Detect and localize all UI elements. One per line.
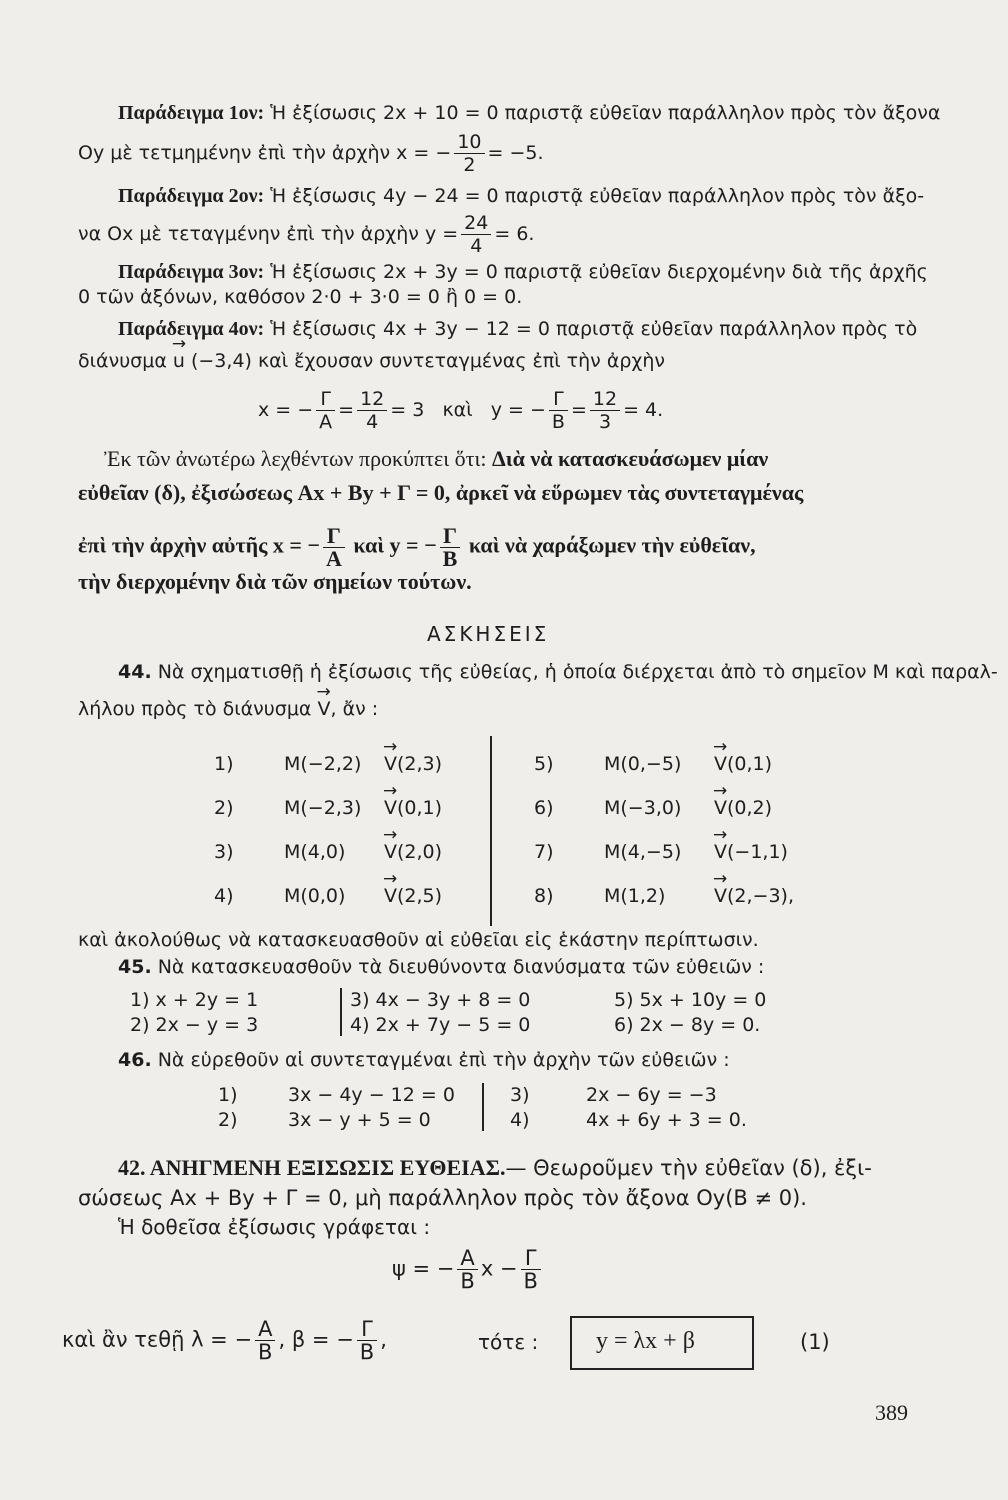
text: (0,2): [727, 797, 773, 819]
text: καὶ y = −: [353, 532, 437, 558]
exercise-44-item-8-point: M(1,2): [604, 885, 666, 907]
example-4-line-2: [78, 349, 665, 373]
exercise-44-item-3-vector: [384, 840, 442, 864]
example-2-result: = 6.: [494, 223, 535, 245]
frac-den: 2: [463, 154, 476, 176]
text: =: [338, 399, 355, 421]
vector-v: → V: [318, 697, 331, 721]
frac-den: 4: [366, 411, 379, 433]
text: =: [570, 399, 587, 421]
example-1-result: = −5.: [487, 142, 544, 164]
text: (−1,1): [727, 841, 788, 863]
exercise-46-item-4: 4x + 6y + 3 = 0.: [586, 1109, 747, 1131]
column-divider: [340, 988, 342, 1036]
example-1-text-2: Oy μὲ τετμημένην ἐπὶ τὴν ἀρχὴν x = −: [78, 142, 452, 164]
text: Νὰ κατασκευασθοῦν τὰ διευθύνοντα διανύσματα τῶν εὐθειῶν :: [151, 956, 765, 978]
text: Διὰ νὰ κατασκευάσωμεν μίαν: [492, 446, 769, 471]
text: (2,5): [397, 885, 443, 907]
frac-num: Γ: [323, 525, 345, 548]
exercise-46-item-3-number: 3): [510, 1084, 530, 1106]
frac-num: 24: [461, 212, 491, 235]
frac-den: Α: [325, 546, 342, 571]
fraction-gamma-over-b: [521, 1247, 541, 1292]
exercise-44-tail: καὶ ἀκολούθως νὰ κατασκευασθοῦν αἱ εὐθεῖαι εἰς ἑκάστην περίπτωσιν.: [78, 929, 759, 951]
exercise-44-item-6-point: M(−3,0): [604, 797, 682, 819]
example-1-label: Παράδειγμα 1ον:: [118, 102, 265, 124]
exercise-44-item-3-point: M(4,0): [284, 841, 346, 863]
exercises-heading: ΑΣΚΗΣΕΙΣ: [427, 622, 550, 646]
text: ἐπὶ τὴν ἀρχὴν αὐτῆς x = −: [78, 532, 320, 558]
text: καὶ ἂν τεθῇ λ = −: [62, 1327, 253, 1352]
text: — Θεωροῦμεν τὴν εὐθεῖαν (δ), ἐξι-: [505, 1156, 872, 1180]
vector-v: → V: [384, 884, 397, 908]
frac-den: Β: [523, 1269, 538, 1293]
exercise-44-item-7-vector: [714, 840, 788, 864]
vector-u: → u: [173, 349, 185, 373]
fraction-gamma-over-b: [357, 1318, 377, 1363]
exercise-44-item-2: [214, 796, 234, 820]
item-number: 8): [534, 885, 554, 907]
exercise-46-item-4-number: 4): [510, 1109, 530, 1131]
exercise-45-item-6: 6) 2x − 8y = 0.: [614, 1014, 761, 1036]
exercise-44-line-1: [118, 660, 998, 684]
vector-v: → V: [714, 796, 727, 820]
conclusion-line-3: [78, 525, 756, 570]
vector-v: → V: [714, 840, 727, 864]
section-42-line-1: [118, 1153, 872, 1183]
text: x = −: [258, 399, 314, 421]
exercise-number: 44.: [118, 661, 152, 683]
frac-num: 12: [590, 388, 620, 411]
exercise-44-item-1-point: M(−2,2): [284, 753, 362, 775]
fraction-a-over-b: [457, 1247, 477, 1292]
text: β = −: [291, 1327, 354, 1352]
boxed-equation-text: y = λx + β: [596, 1328, 695, 1354]
fraction-gamma-over-b: [440, 525, 461, 570]
frac-num: 12: [357, 388, 387, 411]
example-3-text: Ἡ ἐξίσωσις 2x + 3y = 0 παριστᾷ εὐθεῖαν διερχομένην διὰ τῆς ἀρχῆς: [264, 261, 928, 283]
page-number: 389: [875, 1400, 908, 1425]
exercise-45-item-3: 3) 4x − 3y + 8 = 0: [350, 989, 531, 1011]
equation-number: (1): [800, 1330, 830, 1354]
exercise-45-item-1: 1) x + 2y = 1: [130, 989, 259, 1011]
exercise-44-item-2-vector: [384, 796, 442, 820]
exercise-45-item-5: 5) 5x + 10y = 0: [614, 989, 767, 1011]
conclusion-line-2: εὐθεῖαν (δ), ἐξισώσεως Ax + By + Γ = 0, ἀρκεῖ νὰ εὕρωμεν τὰς συντεταγμένας: [78, 480, 804, 505]
frac-den: Β: [258, 1340, 273, 1364]
exercise-44-item-5: [534, 752, 554, 776]
frac-num: Γ: [440, 525, 461, 548]
column-divider: [482, 1083, 484, 1131]
conclusion-line-1: [104, 447, 768, 471]
frac-den: Β: [460, 1269, 475, 1293]
text: (2,−3),: [727, 885, 795, 907]
frac-den: 3: [598, 411, 612, 433]
frac-num: Α: [457, 1247, 477, 1270]
exercise-44-item-5-point: M(0,−5): [604, 753, 682, 775]
example-2-text-2: να Ox μὲ τεταγμένην ἐπὶ τὴν ἀρχὴν y =: [78, 223, 459, 245]
section-42-line-3: Ἡ δοθεῖσα ἐξίσωσις γράφεται :: [118, 1215, 431, 1239]
text: λήλου πρὸς τὸ διάνυσμα: [78, 698, 318, 720]
fraction-12-over-4: [357, 388, 387, 433]
text: (0,1): [727, 753, 773, 775]
exercise-45-item-4: 4) 2x + 7y − 5 = 0: [350, 1014, 531, 1036]
exercise-45-item-2: 2) 2x − y = 3: [130, 1014, 259, 1036]
vector-v: → V: [714, 752, 727, 776]
example-4-label: Παράδειγμα 4ον:: [118, 318, 265, 340]
frac-den: Β: [442, 546, 458, 571]
text: καὶ νὰ χαράξωμεν τὴν εὐθεῖαν,: [468, 532, 756, 558]
frac-den: 4: [470, 235, 483, 257]
item-number: 6): [534, 797, 554, 819]
exercise-44-item-4: [214, 884, 234, 908]
fraction-12-over-3: [590, 388, 620, 433]
exercise-44-item-8: [534, 884, 554, 908]
fraction-10-over-2: [454, 131, 484, 176]
exercise-44-item-6: [534, 796, 554, 820]
reduced-equation: [392, 1247, 544, 1292]
vector-v: → V: [384, 752, 397, 776]
example-2-line-1: [118, 184, 924, 208]
exercise-46-item-3: 2x − 6y = −3: [586, 1084, 717, 1106]
frac-den: Α: [319, 411, 333, 433]
exercise-44-item-1: [214, 752, 234, 776]
exercise-44-item-4-vector: [384, 884, 442, 908]
text: , ἄν :: [330, 698, 379, 720]
frac-num: Α: [255, 1318, 275, 1341]
example-3-label: Παράδειγμα 3ον:: [118, 261, 265, 283]
text: = 3: [390, 399, 425, 421]
fraction-gamma-over-a: [316, 388, 335, 433]
exercise-44-item-2-point: M(−2,3): [284, 797, 362, 819]
exercise-46-item-2: 3x − y + 5 = 0: [288, 1109, 431, 1131]
frac-num: Γ: [357, 1318, 377, 1341]
fraction-gamma-over-a: [323, 525, 345, 570]
example-4-line-1: [118, 317, 917, 341]
frac-den: Β: [551, 411, 565, 433]
text: x −: [480, 1256, 518, 1281]
exercise-46-line-1: [118, 1048, 730, 1072]
exercise-46-item-2-number: 2): [218, 1109, 238, 1131]
exercise-46-item-1-number: 1): [218, 1084, 238, 1106]
example-2-line-2: [78, 212, 534, 257]
exercise-44-item-4-point: M(0,0): [284, 885, 346, 907]
exercise-44-item-6-vector: [714, 796, 772, 820]
example-1-line-2: [78, 131, 544, 176]
item-number: 3): [214, 841, 234, 863]
exercise-44-item-7: [534, 840, 554, 864]
example-2-text: Ἡ ἐξίσωσις 4y − 24 = 0 παριστᾷ εὐθεῖαν παράλληλον πρὸς τὸν ἄξο-: [264, 185, 925, 207]
exercise-44-item-3: [214, 840, 234, 864]
example-4-formula: [258, 388, 663, 433]
text: = 4.: [623, 399, 664, 421]
text: (2,0): [397, 841, 443, 863]
example-4-text: Ἡ ἐξίσωσις 4x + 3y − 12 = 0 παριστᾷ εὐθεῖαν παράλληλον πρὸς τὸ: [264, 318, 918, 340]
exercise-number: 46.: [118, 1049, 152, 1071]
text: καὶ: [442, 399, 473, 421]
item-number: 1): [214, 753, 234, 775]
vector-v: → V: [714, 884, 727, 908]
frac-num: 10: [454, 131, 484, 154]
text: διάνυσμα: [78, 350, 173, 372]
exercise-46-item-1: 3x − 4y − 12 = 0: [288, 1084, 455, 1106]
column-divider: [490, 736, 492, 926]
exercise-45-line-1: [118, 955, 764, 979]
vector-v: → V: [384, 796, 397, 820]
item-number: 7): [534, 841, 554, 863]
text: ,: [278, 1327, 286, 1352]
fraction-24-over-4: [461, 212, 491, 257]
text: (2,3): [397, 753, 443, 775]
exercise-44-item-8-vector: [714, 884, 794, 908]
fraction-a-over-b: [255, 1318, 275, 1363]
text: Ἐκ τῶν ἀνωτέρω λεχθέντων προκύπτει ὅτι:: [104, 446, 493, 471]
exercise-44-line-2: [78, 697, 378, 721]
text: Νὰ εὑρεθοῦν αἱ συντεταγμέναι ἐπὶ τὴν ἀρχὴν τῶν εὐθειῶν :: [151, 1049, 730, 1071]
frac-num: Γ: [316, 388, 335, 411]
item-number: 5): [534, 753, 554, 775]
substitution-line: [62, 1318, 387, 1363]
text: (−3,4) καὶ ἔχουσαν συντεταγμένας ἐπὶ τὴν ἀρχὴν: [184, 350, 666, 372]
text: Νὰ σχηματισθῇ ἡ ἐξίσωσις τῆς εὐθείας, ἡ ὁποία διέρχεται ἀπὸ τὸ σημεῖον M καὶ παραλ-: [151, 661, 998, 683]
exercise-44-item-7-point: M(4,−5): [604, 841, 682, 863]
text: (0,1): [397, 797, 443, 819]
text: ψ = −: [392, 1256, 455, 1281]
text: y = −: [490, 399, 546, 421]
frac-num: Γ: [521, 1247, 541, 1270]
frac-den: Β: [359, 1340, 375, 1364]
text: ,: [380, 1327, 387, 1352]
section-42-line-2: σώσεως Ax + By + Γ = 0, μὴ παράλληλον πρὸς τὸν ἄξονα Oy(B ≠ 0).: [78, 1186, 807, 1210]
exercise-44-item-5-vector: [714, 752, 772, 776]
frac-num: Γ: [549, 388, 568, 411]
item-number: 4): [214, 885, 234, 907]
exercise-number: 45.: [118, 956, 152, 978]
example-1-text: Ἡ ἐξίσωσις 2x + 10 = 0 παριστᾷ εὐθεῖαν παράλληλον πρὸς τὸν ἄξονα: [264, 102, 941, 124]
example-2-label: Παράδειγμα 2ον:: [118, 185, 265, 207]
example-1-line-1: [118, 101, 940, 125]
example-3-line-2: 0 τῶν ἀξόνων, καθόσον 2·0 + 3·0 = 0 ἢ 0 = 0.: [78, 286, 523, 308]
conclusion-line-4: τὴν διερχομένην διὰ τῶν σημείων τούτων.: [78, 569, 472, 594]
section-title: 42. ΑΝΗΓΜΕΝΗ ΕΞΙΣΩΣΙΣ ΕΥΘΕΙΑΣ.: [118, 1155, 506, 1180]
vector-v: → V: [384, 840, 397, 864]
example-3-line-1: [118, 260, 928, 284]
then-label: τότε :: [478, 1330, 539, 1354]
item-number: 2): [214, 797, 234, 819]
fraction-gamma-over-b: [549, 388, 568, 433]
exercise-44-item-1-vector: [384, 752, 442, 776]
